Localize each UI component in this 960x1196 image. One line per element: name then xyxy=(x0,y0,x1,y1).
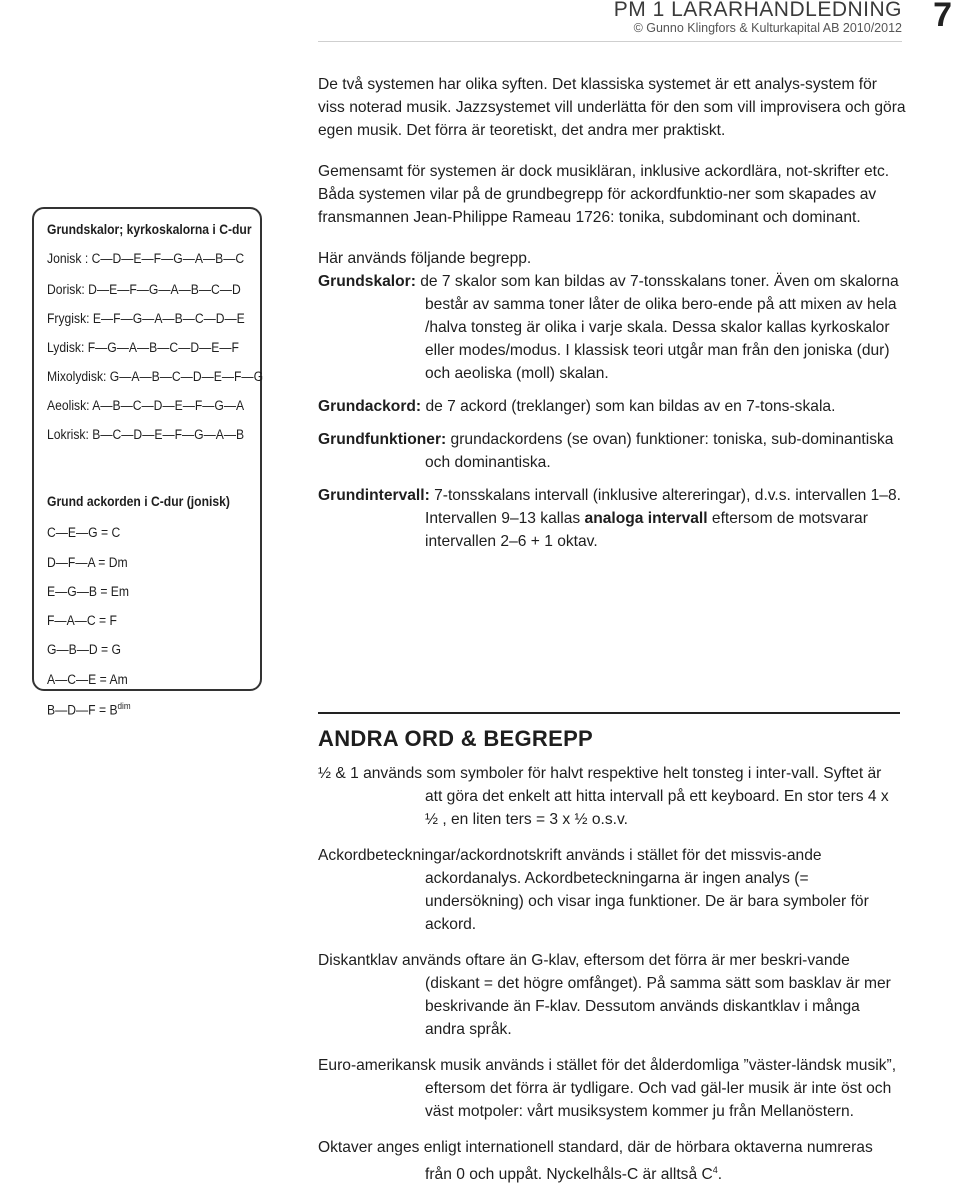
chord-text: B—D—F = B xyxy=(47,702,118,718)
definition-item xyxy=(318,484,908,553)
definition-term: Grundfunktioner: xyxy=(318,431,447,448)
scales-heading: Grundskalor; kyrkoskalorna i C-dur xyxy=(47,222,252,237)
chords-heading: Grund ackorden i C-dur (jonisk) xyxy=(47,494,230,509)
definition-term: Grundackord: xyxy=(318,398,422,415)
definition-text: grundackordens (se ovan) funktioner: toniska, sub-dominantiska och dominantiska. xyxy=(425,431,894,471)
chord-line: C—E—G = C xyxy=(47,525,121,540)
definition-text: de 7 ackord (treklanger) som kan bildas av en 7-tons-skala. xyxy=(421,398,836,415)
definition-term: Grundskalor: xyxy=(318,273,416,290)
definition-term: Grundintervall: xyxy=(318,487,430,504)
terms-list xyxy=(318,762,900,1186)
chord-line: E—G—B = Em xyxy=(47,584,130,599)
chord-line: G—B—D = G xyxy=(47,642,121,657)
section-title: ANDRA ORD & BEGREPP xyxy=(318,726,594,751)
definition-emphasis: analoga intervall xyxy=(584,510,708,527)
main-text-column xyxy=(318,73,908,553)
copyright-line: © Gunno Klingfors & Kulturkapital AB 2010/2012 xyxy=(633,21,902,35)
paragraph: De två systemen har olika syften. Det klassiska systemet är ett analys-system för viss noterad musik. Jazzsystemet vill underlätta för den som vill improvisera och göra egen musik. Det förra är teoretiskt, det andra mer praktiskt. xyxy=(318,76,906,139)
scale-line: Dorisk: D—E—F—G—A—B—C—D xyxy=(47,282,241,297)
chord-superscript: dim xyxy=(117,701,131,711)
chord-line-dim xyxy=(47,701,131,718)
chord-line: F—A—C = F xyxy=(47,613,117,628)
term-item: ½ & 1 används som symboler för halvt respektive helt tonsteg i inter-vall. Syftet är att göra det enkelt att hitta intervall på ett keyboard. En stor ters 4 x ½ , en liten ters = 3 x ½ o.s.v. xyxy=(318,765,889,828)
chord-line: A—C—E = Am xyxy=(47,672,128,687)
header-divider xyxy=(318,41,902,42)
term-item xyxy=(318,1136,900,1186)
scale-line: Jonisk : C—D—E—F—G—A—B—C xyxy=(47,251,245,266)
term-text: . xyxy=(717,1166,723,1184)
section-divider xyxy=(318,712,900,714)
scale-line: Lokrisk: B—C—D—E—F—G—A—B xyxy=(47,427,245,442)
definition-item xyxy=(318,270,908,385)
scale-line: Lydisk: F—G—A—B—C—D—E—F xyxy=(47,340,239,355)
definition-text: de 7 skalor som kan bildas av 7-tonsskalans toner. Även om skalorna består av samma toner låter de olika bero-ende på att mixen av hela /halva tonsteg är olika i varje skala. Dessa skalor kallas kyrkoskalor eller modes/modus. I klassisk teori utgår man från den joniska (dur) och aeoliska (moll) skalan. xyxy=(415,273,899,382)
scale-line: Aeolisk: A—B—C—D—E—F—G—A xyxy=(47,398,245,413)
term-superscript: 4 xyxy=(712,1165,718,1175)
paragraph: Gemensamt för systemen är dock musikläran, inklusive ackordlära, not-skrifter etc. Båda systemen vilar på de grundbegrepp för ackordfunktio-ner som skapades av fransmannen Jean-Philippe Rameau 1726: tonika, subdominant och dominant. xyxy=(318,163,890,226)
scale-line: Mixolydisk: G—A—B—C—D—E—F—G xyxy=(47,369,264,384)
term-item: Diskantklav används oftare än G-klav, eftersom det förra är mer beskri-vande (diskant = det högre omfånget). På samma sätt som basklav är mer beskrivande än F-klav. Dessutom används diskantklav i många andra språk. xyxy=(318,952,891,1038)
definition-text: eftersom de motsvarar intervallen 2–6 + 1 oktav. xyxy=(425,510,868,550)
term-item: Euro-amerikansk musik används i stället för det ålderdomliga ”väster-ländsk musik”, eftersom det förra är tydligare. Och vad gäl-ler musik är inte öst och väst motpoler: vårt musiksystem kommer ju från Mellanöstern. xyxy=(318,1057,897,1120)
page-header-title: PM 1 LÄRARHANDLEDNING xyxy=(613,0,902,21)
scale-line: Frygisk: E—F—G—A—B—C—D—E xyxy=(47,311,245,326)
paragraph: Här används följande begrepp. xyxy=(318,250,532,267)
definition-item xyxy=(318,395,908,418)
chord-line: D—F—A = Dm xyxy=(47,555,128,570)
page-number: 7 xyxy=(933,0,952,34)
definition-text: 7-tonsskalans intervall (inklusive altereringar), d.v.s. intervallen 1–8. Intervallen 9–13 kallas xyxy=(425,487,901,527)
term-item: Ackordbeteckningar/ackordnotskrift används i stället för det missvis-ande ackordanalys. Ackordbeteckningarna är ingen analys (= undersökning) och visar inga funktioner. De är bara symboler för ackord. xyxy=(318,847,869,933)
definition-item xyxy=(318,428,908,474)
term-text: Oktaver anges enligt internationell standard, där de hörbara oktaverna numreras från 0 och uppåt. Nyckelhåls-C är alltså C xyxy=(318,1139,873,1184)
